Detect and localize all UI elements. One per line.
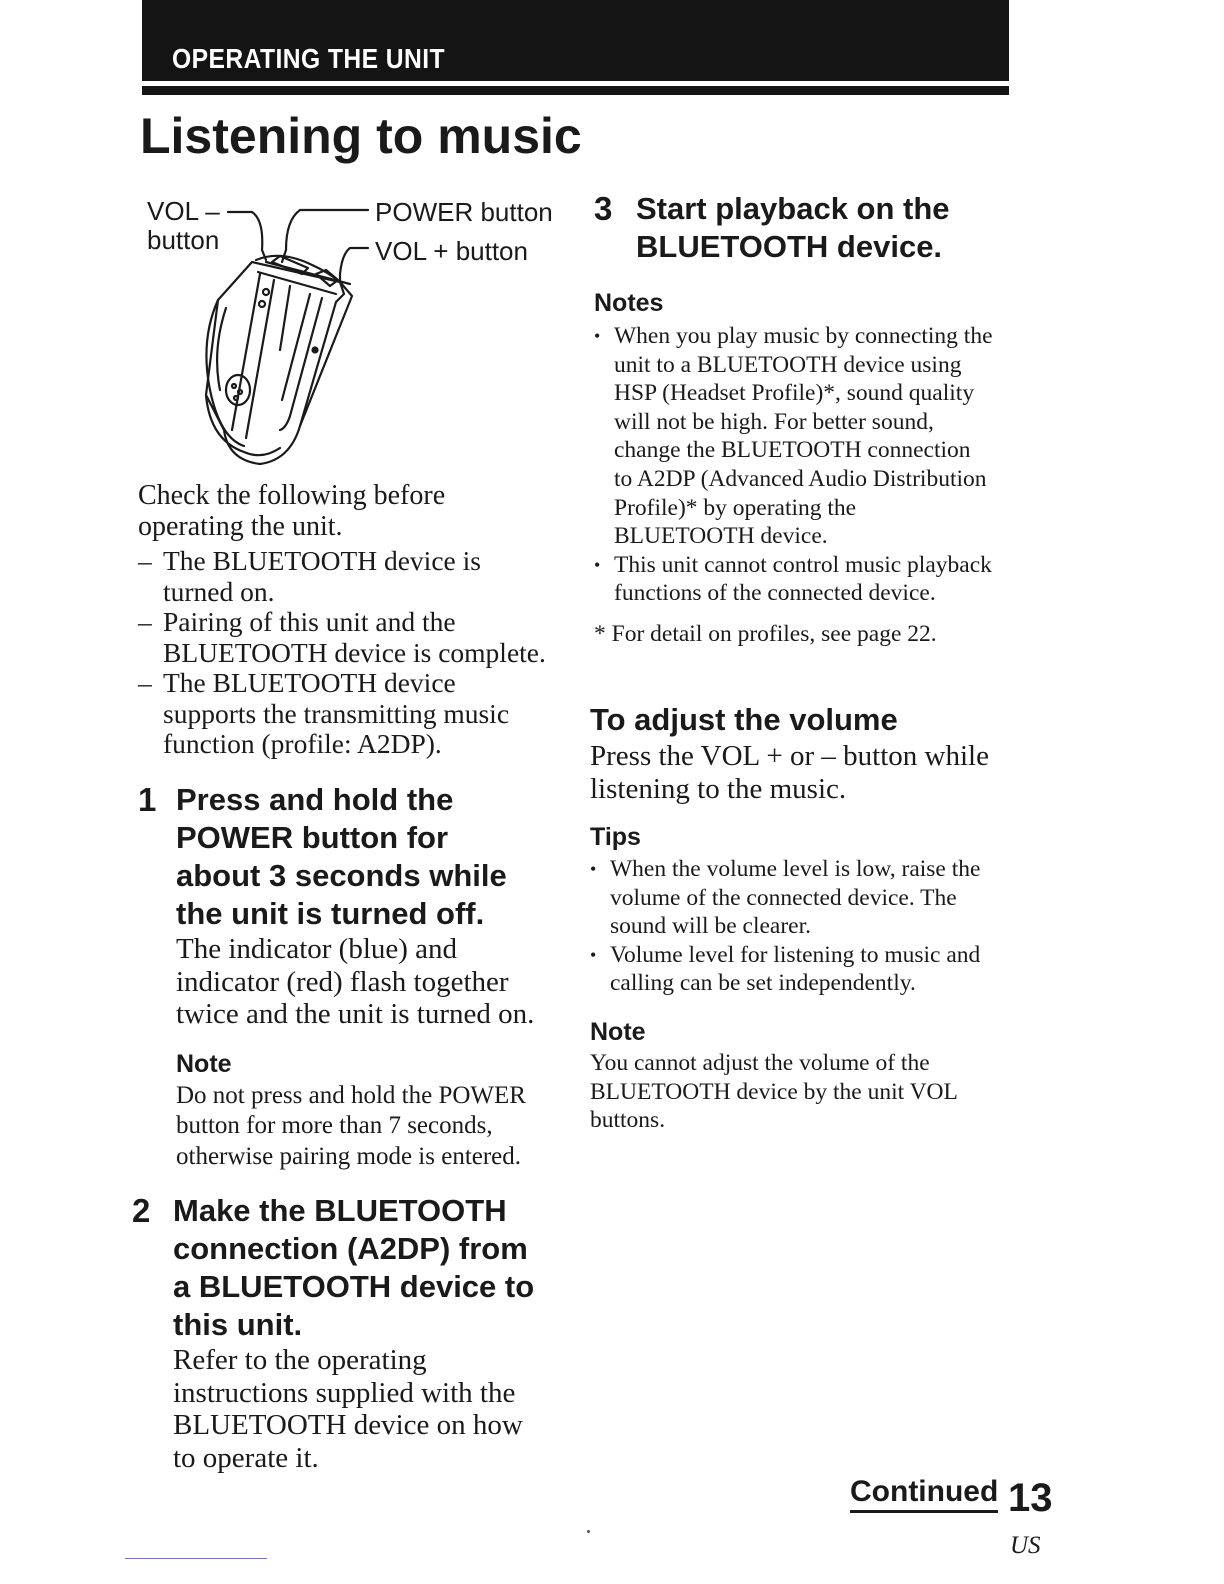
list-item (594, 551, 1014, 608)
step-1-note (176, 1081, 556, 1173)
heading-line: Make the BLUETOOTH (173, 1193, 507, 1228)
body-line: to operate it. (173, 1441, 319, 1474)
heading-line: Start playback on the (636, 191, 950, 226)
note-line: unit to a BLUETOOTH device using (614, 351, 962, 378)
tip-line: calling can be set independently. (610, 970, 916, 997)
body-line: Press the VOL + or – button while (590, 740, 989, 772)
step-1-body (176, 933, 556, 1031)
step-2-body (173, 1344, 563, 1474)
list-item-line: – The BLUETOOTH device (163, 667, 456, 698)
heading-line: POWER button for (176, 820, 449, 855)
body-line: Refer to the operating (173, 1344, 427, 1376)
body-line: listening to the music. (590, 772, 847, 805)
list-item (138, 668, 546, 760)
step-3-number: 3 (594, 190, 613, 227)
intro-line: operating the unit. (138, 511, 343, 542)
tips-list (590, 855, 1010, 998)
list-item (138, 607, 546, 668)
note-line: otherwise pairing mode is entered. (176, 1142, 522, 1170)
note-line: Do not press and hold the POWER (176, 1081, 526, 1109)
headset-device-icon (140, 190, 560, 475)
step-3 (636, 190, 1036, 266)
tip-line: • When the volume level is low, raise the (610, 856, 981, 882)
step-3-notes-title: Notes (594, 289, 664, 317)
body-line: BLUETOOTH device on how (173, 1409, 523, 1441)
step-1-note-title: Note (176, 1049, 232, 1078)
list-item-line: turned on. (163, 575, 275, 607)
vol-minus-label-line2: button (147, 225, 220, 255)
heading-line: BLUETOOTH device. (636, 229, 943, 264)
note-line: Profile)* by operating the (614, 494, 857, 521)
region-code: US (1010, 1532, 1041, 1559)
list-item-line: supports the transmitting music (163, 697, 510, 729)
step-1-heading (176, 781, 556, 933)
list-item-line: – The BLUETOOTH device is (163, 545, 481, 576)
list-item (138, 546, 546, 607)
page-number: 13 (1008, 1476, 1053, 1520)
bottom-rule (125, 1558, 267, 1559)
note-line: functions of the connected device. (614, 580, 936, 607)
volume-note-title: Note (590, 1018, 646, 1046)
intro-line: Check the following before (138, 480, 446, 511)
body-line: twice and the unit is turned on. (176, 998, 535, 1030)
heading-line: a BLUETOOTH device to (173, 1269, 535, 1304)
list-item-line: – Pairing of this unit and the (163, 606, 456, 637)
step-2-heading (173, 1192, 563, 1344)
continued-label: Continued (850, 1474, 998, 1513)
body-line: instructions supplied with the (173, 1376, 516, 1409)
vol-minus-label-line1: VOL – (147, 196, 220, 226)
note-line: change the BLUETOOTH connection (614, 437, 971, 464)
note-line: buttons. (590, 1107, 666, 1134)
body-line: indicator (red) flash together (176, 965, 509, 998)
step-3-notes-list (594, 322, 1014, 608)
body-line: The indicator (blue) and (176, 933, 458, 965)
note-line: to A2DP (Advanced Audio Distribution (614, 465, 987, 492)
note-line: button for more than 7 seconds, (176, 1112, 493, 1139)
step-2 (173, 1192, 563, 1474)
section-label: OPERATING THE UNIT (172, 43, 446, 74)
heading-line: this unit. (173, 1307, 303, 1342)
note-line: BLUETOOTH device. (614, 523, 828, 550)
step-2-number: 2 (132, 1192, 151, 1229)
note-line: HSP (Headset Profile)*, sound quality (614, 380, 975, 407)
vol-plus-label: VOL + button (375, 236, 528, 266)
volume-body (590, 740, 989, 805)
print-speck (587, 1530, 590, 1533)
heading-line: connection (A2DP) from (173, 1231, 528, 1266)
list-item (590, 855, 1010, 941)
list-item (594, 322, 1014, 551)
list-item-line: BLUETOOTH device is complete. (163, 636, 546, 668)
precheck-list (138, 546, 546, 760)
step-3-heading (636, 190, 1036, 266)
page-title: Listening to music (140, 108, 582, 164)
heading-line: about 3 seconds while (176, 858, 507, 893)
tip-line: sound will be clearer. (610, 913, 811, 940)
note-line: • When you play music by connecting the (614, 323, 993, 349)
list-item-line: function (profile: A2DP). (163, 728, 442, 759)
intro-text (138, 480, 445, 542)
tip-line: volume of the connected device. The (610, 884, 957, 911)
device-illustration (140, 190, 560, 475)
tip-line: • Volume level for listening to music and (610, 941, 981, 968)
heading-line: the unit is turned off. (176, 896, 485, 931)
volume-note (590, 1049, 958, 1135)
note-line: • This unit cannot control music playback (614, 551, 992, 578)
note-line: You cannot adjust the volume of the (590, 1050, 930, 1076)
volume-section-title: To adjust the volume (590, 702, 898, 737)
header-rule (142, 86, 1009, 95)
note-line: will not be high. For better sound, (614, 408, 934, 435)
step-1-number: 1 (138, 781, 157, 818)
note-line: BLUETOOTH device by the unit VOL (590, 1078, 958, 1105)
profiles-footnote: * For detail on profiles, see page 22. (594, 621, 937, 647)
power-button-label: POWER button (375, 197, 553, 227)
heading-line: Press and hold the (176, 782, 454, 817)
list-item (590, 941, 1010, 998)
tips-title: Tips (590, 823, 641, 851)
step-1 (176, 781, 556, 1172)
